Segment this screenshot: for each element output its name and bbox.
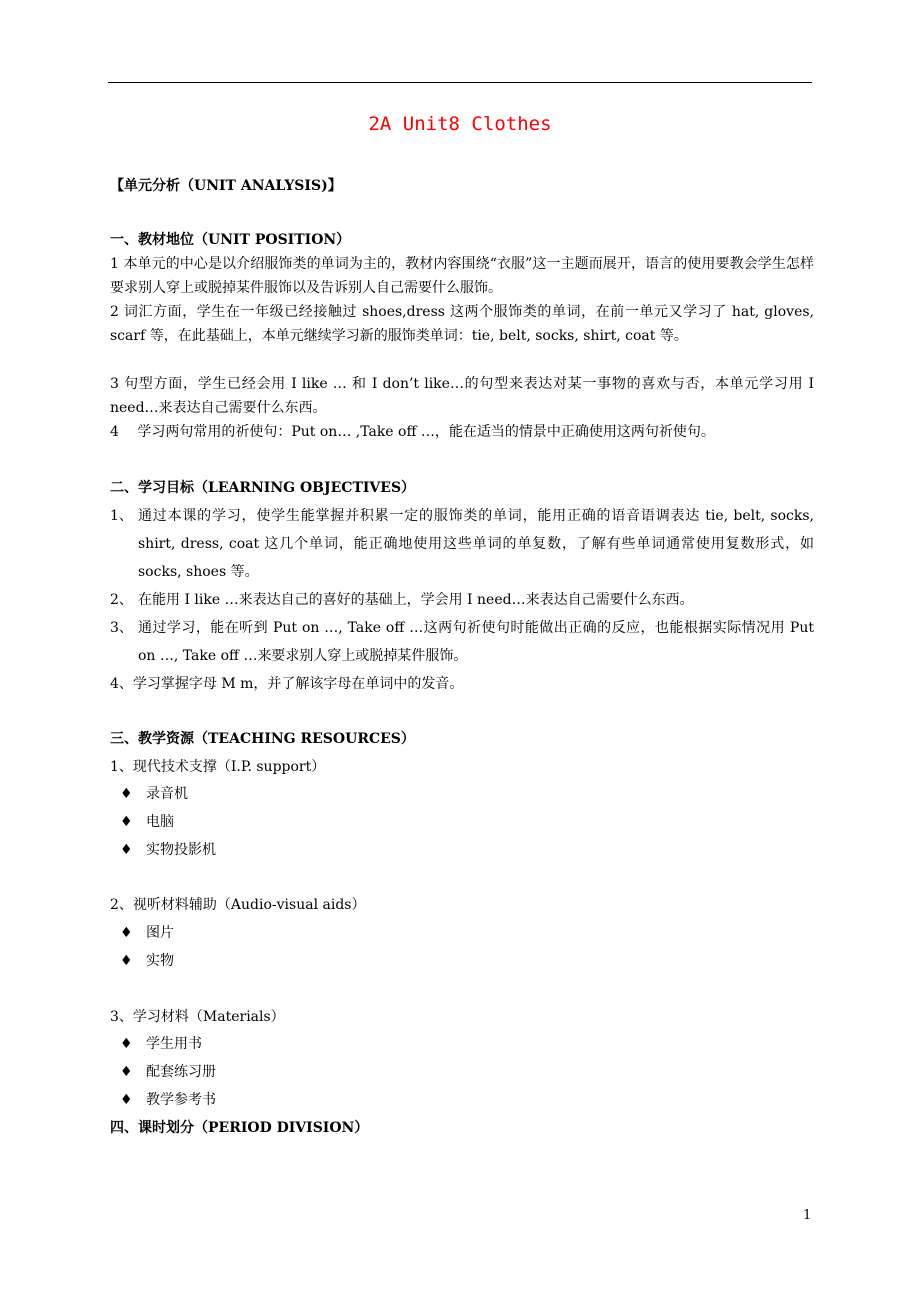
unit-analysis-heading: 【单元分析（UNIT ANALYSIS)】 [110,178,342,194]
diamond-bullet-icon: ♦ [120,953,133,969]
header-rule [108,82,812,83]
resource-bullet-item: ♦ 实物投影机 [120,838,216,862]
diamond-bullet-icon: ♦ [120,814,133,830]
unit-position-paragraph-3: 3 句型方面，学生已经会用 I like … 和 I don’t like…的句型来表达对某一事物的喜欢与否，本单元学习用 I need…来表达自己需要什么东西。 [110,376,814,416]
objective-item [110,586,814,614]
objective-item [110,614,814,670]
resource-bullet-item: ♦ 录音机 [120,782,188,806]
diamond-bullet-icon: ♦ [120,1092,133,1108]
resource-group-3: 3、学习材料（Materials） [110,1009,285,1025]
objective-text: 通过学习，能在听到 Put on …, Take off …这两句祈使句时能做出正确的反应，也能根据实际情况用 Put on …, Take off …来要求别人穿上或脱掉某件服饰。 [138,620,814,664]
objective-number: 2、 [110,592,133,608]
objective-number: 1、 [110,508,133,524]
unit-position-paragraph-2: 2 词汇方面，学生在一年级已经接触过 shoes,dress 这两个服饰类的单词，在前一单元又学习了 hat, gloves, scarf 等，在此基础上，本单元继续学习新的服饰类单词：tie, belt, socks, shirt, coat 等。 [110,304,814,344]
diamond-bullet-icon: ♦ [120,1064,133,1080]
diamond-bullet-icon: ♦ [120,842,133,858]
objective-item [110,502,814,586]
resource-bullet-item: ♦ 学生用书 [120,1032,202,1056]
resource-bullet-item: ♦ 电脑 [120,810,174,834]
objective-text: 通过本课的学习，使学生能掌握并积累一定的服饰类的单词，能用正确的语音语调表达 tie, belt, socks, shirt, dress, coat 这几个单词，能正确地使用这些单词的单复数，了解有些单词通常使用复数形式，如 socks, shoes 等。 [138,508,814,580]
resource-bullet-item: ♦ 配套练习册 [120,1060,216,1084]
resource-bullet-item: ♦ 实物 [120,949,174,973]
objective-text: 在能用 I like …来表达自己的喜好的基础上，学会用 I need…来表达自己需要什么东西。 [138,592,694,608]
objective-number: 3、 [110,620,133,636]
section-objectives-heading: 二、学习目标（LEARNING OBJECTIVES） [110,480,416,496]
resource-group-1: 1、现代技术支撑（I.P. support） [110,759,326,775]
unit-position-paragraph-4: 4 学习两句常用的祈使句：Put on… ,Take off …，能在适当的情景中正确使用这两句祈使句。 [110,424,715,440]
diamond-bullet-icon: ♦ [120,925,133,941]
section-unit-position-heading: 一、教材地位（UNIT POSITION） [110,232,351,248]
section-period-division-heading: 四、课时划分（PERIOD DIVISION） [110,1120,369,1136]
resource-group-2: 2、视听材料辅助（Audio-visual aids） [110,897,366,913]
resource-bullet-item: ♦ 教学参考书 [120,1088,216,1112]
unit-position-paragraph-1: 1 本单元的中心是以介绍服饰类的单词为主的，教材内容围绕“衣服”这一主题而展开，语言的使用要教会学生怎样要求别人穿上或脱掉某件服饰以及告诉别人自己需要什么服饰。 [110,256,814,296]
document-title: 2A Unit8 Clothes [368,113,552,135]
section-resources-heading: 三、教学资源（TEACHING RESOURCES） [110,731,415,747]
diamond-bullet-icon: ♦ [120,786,133,802]
resource-bullet-item: ♦ 图片 [120,921,174,945]
diamond-bullet-icon: ♦ [120,1036,133,1052]
page-number: 1 [803,1208,812,1223]
objective-item-4: 4、学习掌握字母 M m，并了解该字母在单词中的发音。 [110,676,464,692]
